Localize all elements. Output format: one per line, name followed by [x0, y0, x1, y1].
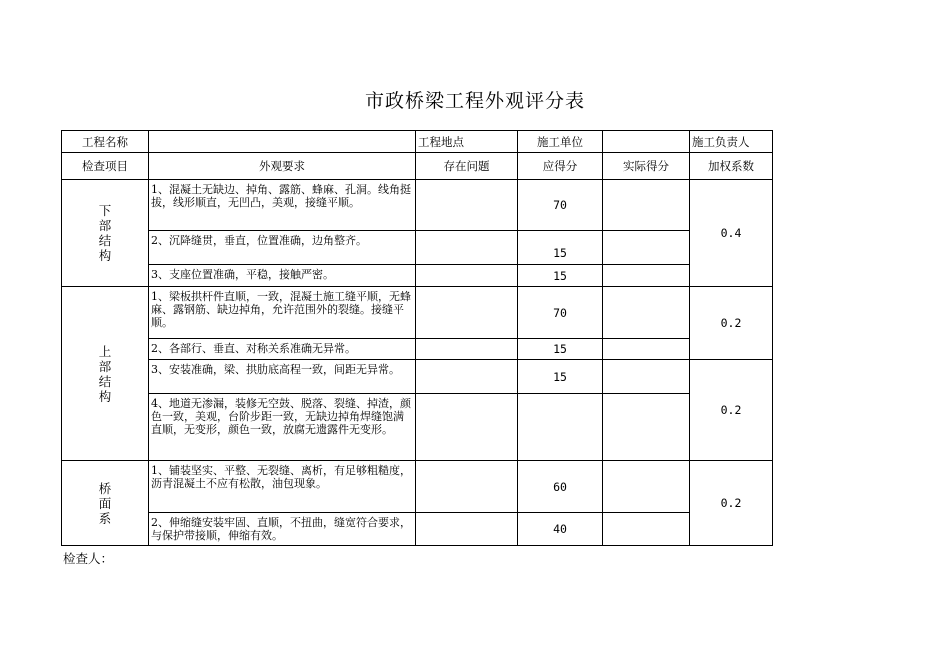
- column-header-row: [62, 153, 773, 180]
- requirement-cell: 1、混凝土无缺边、掉角、露筋、蜂麻、孔洞。线角挺拔，线形顺直，无凹凸，美观，接缝平顺。: [149, 180, 416, 231]
- score-due-cell: 15: [518, 360, 603, 394]
- score-actual-cell[interactable]: [603, 265, 690, 287]
- score-actual-cell[interactable]: [603, 339, 690, 360]
- problem-cell[interactable]: [416, 394, 518, 461]
- requirement-cell: 3、支座位置准确，平稳，接触严密。: [149, 265, 416, 287]
- score-actual-cell[interactable]: [603, 231, 690, 265]
- requirement-cell: 1、梁板拱杆件直顺，一致，混凝土施工缝平顺，无蜂麻、露钢筋、缺边掉角，允许范围外的裂缝。接缝平顺。: [149, 287, 416, 339]
- problem-cell[interactable]: [416, 339, 518, 360]
- problem-cell[interactable]: [416, 265, 518, 287]
- requirement-cell: 1、铺装坚实、平整、无裂缝、离析，有足够粗糙度，沥青混凝土不应有松散，油包现象。: [149, 461, 416, 513]
- requirement-cell: 3、安装准确，梁、拱肋底高程一致，间距无异常。: [149, 360, 416, 394]
- table-row: [62, 265, 773, 287]
- score-due-cell: 60: [518, 461, 603, 513]
- person-in-charge-label: 施工负责人: [690, 131, 773, 153]
- table-row: [62, 180, 773, 231]
- score-actual-cell[interactable]: [603, 360, 690, 394]
- table-row: [62, 231, 773, 265]
- inspector-label: 检查人：: [63, 551, 114, 566]
- problem-cell[interactable]: [416, 180, 518, 231]
- score-due-cell: 70: [518, 287, 603, 339]
- project-location-label: 工程地点: [416, 131, 518, 153]
- score-actual-cell[interactable]: [603, 394, 690, 461]
- col-weight: 加权系数: [690, 153, 773, 180]
- score-actual-cell[interactable]: [603, 513, 690, 546]
- requirement-cell: 2、沉降缝贯，垂直，位置准确，边角整齐。: [149, 231, 416, 265]
- requirement-cell: 2、伸缩缝安装牢固、直顺，不扭曲，缝宽符合要求，与保护带接顺，伸缩有效。: [149, 513, 416, 546]
- group-name-superstructure: 上部结构: [62, 287, 149, 461]
- score-actual-cell[interactable]: [603, 287, 690, 339]
- table-row: [62, 287, 773, 339]
- col-problem: 存在问题: [416, 153, 518, 180]
- weight-cell: 0.2: [690, 360, 773, 461]
- problem-cell[interactable]: [416, 231, 518, 265]
- score-due-cell: 15: [518, 231, 603, 265]
- problem-cell[interactable]: [416, 461, 518, 513]
- weight-cell: 0.4: [690, 180, 773, 287]
- requirement-cell: 2、各部行、垂直、对称关系准确无异常。: [149, 339, 416, 360]
- score-due-cell: 40: [518, 513, 603, 546]
- project-info-row: [62, 131, 773, 153]
- weight-cell: 0.2: [690, 287, 773, 360]
- construction-unit-value[interactable]: [603, 131, 690, 153]
- group-name-substructure: 下部结构: [62, 180, 149, 287]
- table-row: [62, 461, 773, 513]
- requirement-cell: 4、地道无渗漏，装修无空鼓、脱落、裂缝、掉渣，颜色一致，美观，台阶步距一致，无缺边掉角焊缝饱满直顺，无变形，颜色一致，放腐无遗露件无变形。: [149, 394, 416, 461]
- construction-unit-label: 施工单位: [518, 131, 603, 153]
- weight-cell: 0.2: [690, 461, 773, 546]
- project-name-value[interactable]: [149, 131, 416, 153]
- score-actual-cell[interactable]: [603, 180, 690, 231]
- score-due-cell: 15: [518, 265, 603, 287]
- page-title: 市政桥梁工程外观评分表: [364, 90, 585, 112]
- problem-cell[interactable]: [416, 287, 518, 339]
- table-row: [62, 360, 773, 394]
- problem-cell[interactable]: [416, 513, 518, 546]
- score-table: [61, 130, 773, 546]
- col-requirement: 外观要求: [149, 153, 416, 180]
- score-due-cell: 15: [518, 339, 603, 360]
- col-item: 检查项目: [62, 153, 149, 180]
- col-score-due: 应得分: [518, 153, 603, 180]
- score-due-cell: [518, 394, 603, 461]
- project-name-label: 工程名称: [62, 131, 149, 153]
- problem-cell[interactable]: [416, 360, 518, 394]
- score-due-cell: 70: [518, 180, 603, 231]
- group-name-deck: 桥面系: [62, 461, 149, 546]
- table-row: [62, 339, 773, 360]
- col-score-actual: 实际得分: [603, 153, 690, 180]
- table-row: [62, 513, 773, 546]
- table-row: [62, 394, 773, 461]
- score-actual-cell[interactable]: [603, 461, 690, 513]
